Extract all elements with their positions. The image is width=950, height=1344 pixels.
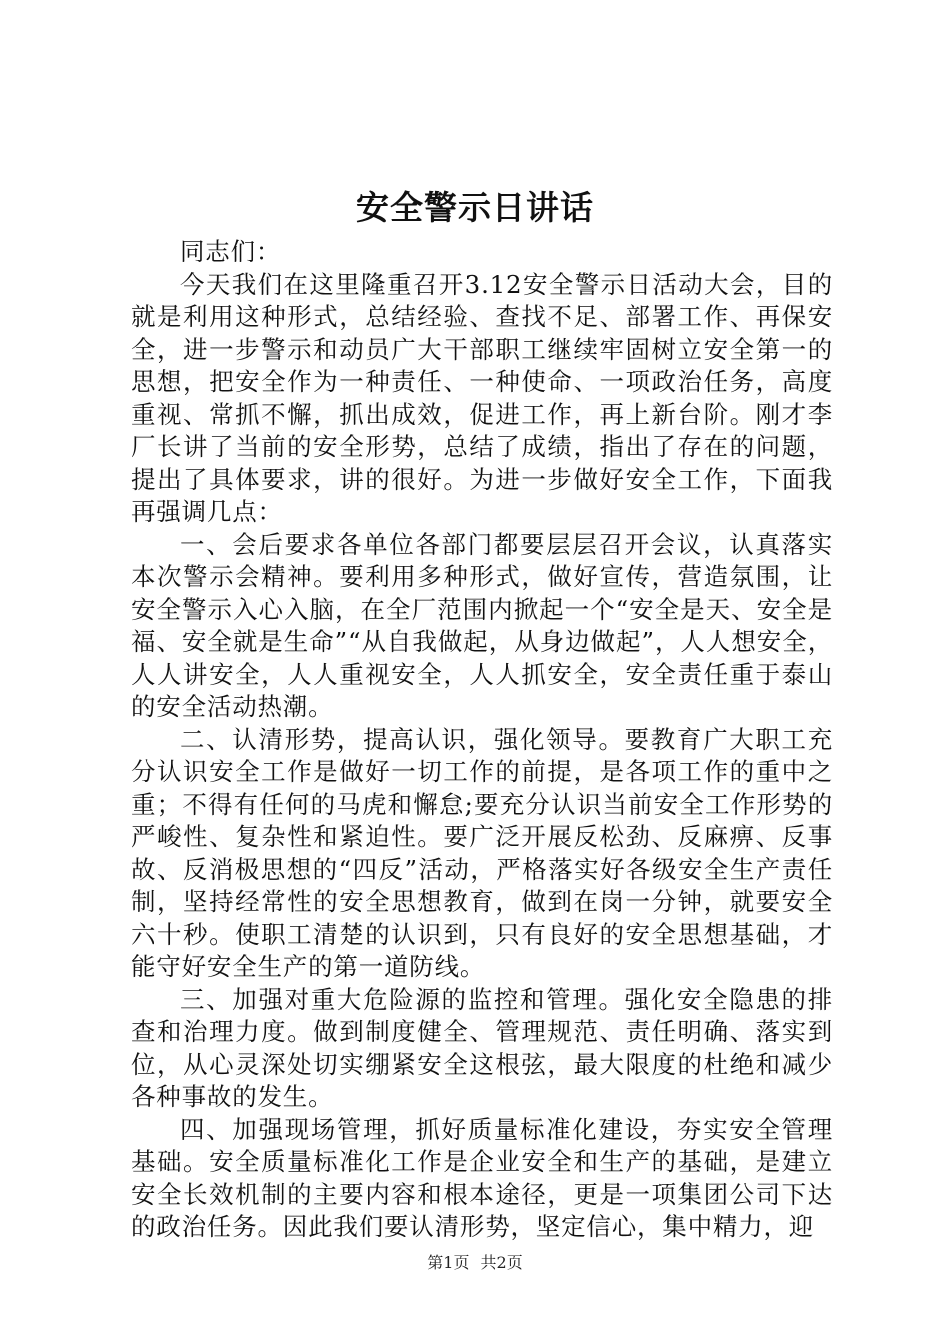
page-footer <box>0 1252 950 1274</box>
paragraph-point-4: 四、加强现场管理，抓好质量标准化建设，夯实安全管理基础。安全质量标准化工作是企业安全和生产的基础，是建立安全长效机制的主要内容和根本途径，更是一项集团公司下达的政治任务。因此我们要认清形势，坚定信心，集中精力，迎 <box>131 1114 833 1241</box>
page-total: 共2页 <box>480 1253 523 1272</box>
document-body <box>131 236 833 1244</box>
paragraph-point-2: 二、认清形势，提高认识，强化领导。要教育广大职工充分认识安全工作是做好一切工作的前提，是各项工作的重中之重；不得有任何的马虎和懈怠;要充分认识当前安全工作形势的严峻性、复杂性和紧迫性。要广泛开展反松劲、反麻痹、反事故、反消极思想的“四反”活动，严格落实好各级安全生产责任制，坚持经常性的安全思想教育，做到在岗一分钟，就要安全六十秒。使职工清楚的认识到，只有良好的安全思想基础，才能守好安全生产的第一道防线。 <box>131 724 833 981</box>
salutation: 同志们： <box>180 237 282 266</box>
page-number: 第1页 <box>427 1253 470 1272</box>
document-title: 安全警示日讲话 <box>356 188 594 227</box>
paragraph-intro: 今天我们在这里隆重召开3.12安全警示日活动大会，目的就是利用这种形式，总结经验、查找不足、部署工作、再保安全，进一步警示和动员广大干部职工继续牢固树立安全第一的思想，把安全作为一种责任、一种使命、一项政治任务，高度重视、常抓不懈，抓出成效，促进工作，再上新台阶。刚才李厂长讲了当前的安全形势，总结了成绩，指出了存在的问题，提出了具体要求，讲的很好。为进一步做好安全工作，下面我再强调几点： <box>131 269 833 526</box>
paragraph-point-1: 一、会后要求各单位各部门都要层层召开会议，认真落实本次警示会精神。要利用多种形式，做好宣传，营造氛围，让安全警示入心入脑，在全厂范围内掀起一个“安全是天、安全是福、安全就是生命”“从自我做起，从身边做起”，人人想安全，人人讲安全，人人重视安全，人人抓安全，安全责任重于泰山的安全活动热潮。 <box>131 529 833 721</box>
paragraph-point-3: 三、加强对重大危险源的监控和管理。强化安全隐患的排查和治理力度。做到制度健全、管理规范、责任明确、落实到位，从心灵深处切实绷紧安全这根弦，最大限度的杜绝和减少各种事故的发生。 <box>131 984 833 1111</box>
